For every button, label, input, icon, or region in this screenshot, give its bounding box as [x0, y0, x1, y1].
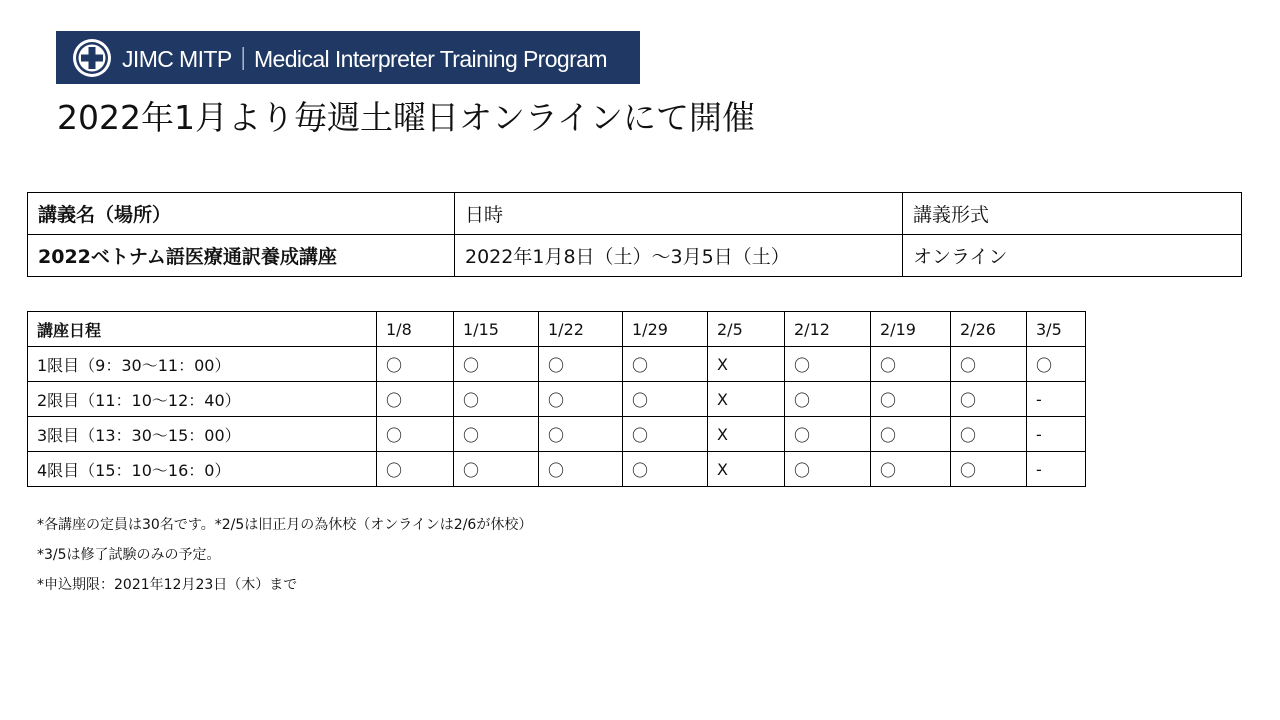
schedule-mark: 〇 — [454, 452, 539, 487]
schedule-mark: 〇 — [454, 347, 539, 382]
schedule-mark: 〇 — [785, 347, 871, 382]
schedule-mark: 〇 — [623, 347, 708, 382]
datetime-cell: 2022年1月8日（土）～3月5日（土） — [455, 235, 903, 277]
schedule-mark: 〇 — [951, 452, 1027, 487]
schedule-mark: 〇 — [539, 417, 623, 452]
header-banner — [56, 31, 640, 84]
datetime-header: 日時 — [455, 193, 903, 235]
schedule-mark: 〇 — [871, 417, 951, 452]
schedule-row — [28, 382, 1086, 417]
banner-title: JIMC MITP｜Medical Interpreter Training Program — [122, 46, 607, 72]
period-label: 2限目（11：10～12：40） — [28, 382, 377, 417]
course-name-header: 講義名（場所） — [28, 193, 455, 235]
schedule-mark: 〇 — [623, 452, 708, 487]
schedule-mark: 〇 — [871, 382, 951, 417]
schedule-row — [28, 452, 1086, 487]
schedule-mark: 〇 — [951, 417, 1027, 452]
schedule-mark: 〇 — [951, 347, 1027, 382]
medical-cross-icon — [72, 38, 112, 78]
date-header: 1/29 — [623, 312, 708, 347]
schedule-mark: 〇 — [377, 382, 454, 417]
schedule-mark: - — [1027, 452, 1086, 487]
schedule-mark: 〇 — [951, 382, 1027, 417]
date-header: 1/22 — [539, 312, 623, 347]
course-info-table — [27, 192, 1242, 277]
schedule-row — [28, 417, 1086, 452]
notes — [37, 514, 532, 604]
schedule-mark: 〇 — [539, 347, 623, 382]
schedule-row — [28, 347, 1086, 382]
schedule-mark: X — [708, 452, 785, 487]
date-header: 1/8 — [377, 312, 454, 347]
course-row — [28, 235, 1242, 277]
date-header: 2/5 — [708, 312, 785, 347]
schedule-mark: 〇 — [377, 452, 454, 487]
period-label: 4限目（15：10～16：0） — [28, 452, 377, 487]
schedule-mark: 〇 — [539, 382, 623, 417]
course-header-row — [28, 193, 1242, 235]
schedule-mark: 〇 — [623, 382, 708, 417]
schedule-mark: 〇 — [785, 417, 871, 452]
schedule-header-row — [28, 312, 1086, 347]
course-name-cell: 2022ベトナム語医療通訳養成講座 — [28, 235, 455, 277]
schedule-mark: 〇 — [785, 452, 871, 487]
schedule-mark: 〇 — [454, 417, 539, 452]
schedule-mark: 〇 — [785, 382, 871, 417]
schedule-table — [27, 311, 1086, 487]
note-deadline: *申込期限：2021年12月23日（木）まで — [37, 577, 298, 593]
note-capacity: *各講座の定員は30名です。*2/5は旧正月の為休校（オンラインは2/6が休校） — [37, 517, 533, 533]
schedule-mark: 〇 — [377, 347, 454, 382]
page-title: 2022年1月より毎週土曜日オンラインにて開催 — [57, 98, 755, 137]
date-header: 2/26 — [951, 312, 1027, 347]
schedule-mark: 〇 — [539, 452, 623, 487]
schedule-mark: - — [1027, 382, 1086, 417]
schedule-mark: 〇 — [623, 417, 708, 452]
schedule-header-label: 講座日程 — [28, 312, 377, 347]
date-header: 2/19 — [871, 312, 951, 347]
schedule-mark: 〇 — [1027, 347, 1086, 382]
schedule-mark: - — [1027, 417, 1086, 452]
date-header: 1/15 — [454, 312, 539, 347]
period-label: 3限目（13：30～15：00） — [28, 417, 377, 452]
format-cell: オンライン — [903, 235, 1242, 277]
schedule-mark: 〇 — [871, 452, 951, 487]
schedule-mark: X — [708, 382, 785, 417]
schedule-mark: 〇 — [871, 347, 951, 382]
schedule-mark: 〇 — [377, 417, 454, 452]
schedule-mark: X — [708, 417, 785, 452]
schedule-mark: X — [708, 347, 785, 382]
period-label: 1限目（9：30～11：00） — [28, 347, 377, 382]
date-header: 2/12 — [785, 312, 871, 347]
note-final-exam: *3/5は修了試験のみの予定。 — [37, 547, 221, 563]
date-header: 3/5 — [1027, 312, 1086, 347]
schedule-mark: 〇 — [454, 382, 539, 417]
format-header: 講義形式 — [903, 193, 1242, 235]
